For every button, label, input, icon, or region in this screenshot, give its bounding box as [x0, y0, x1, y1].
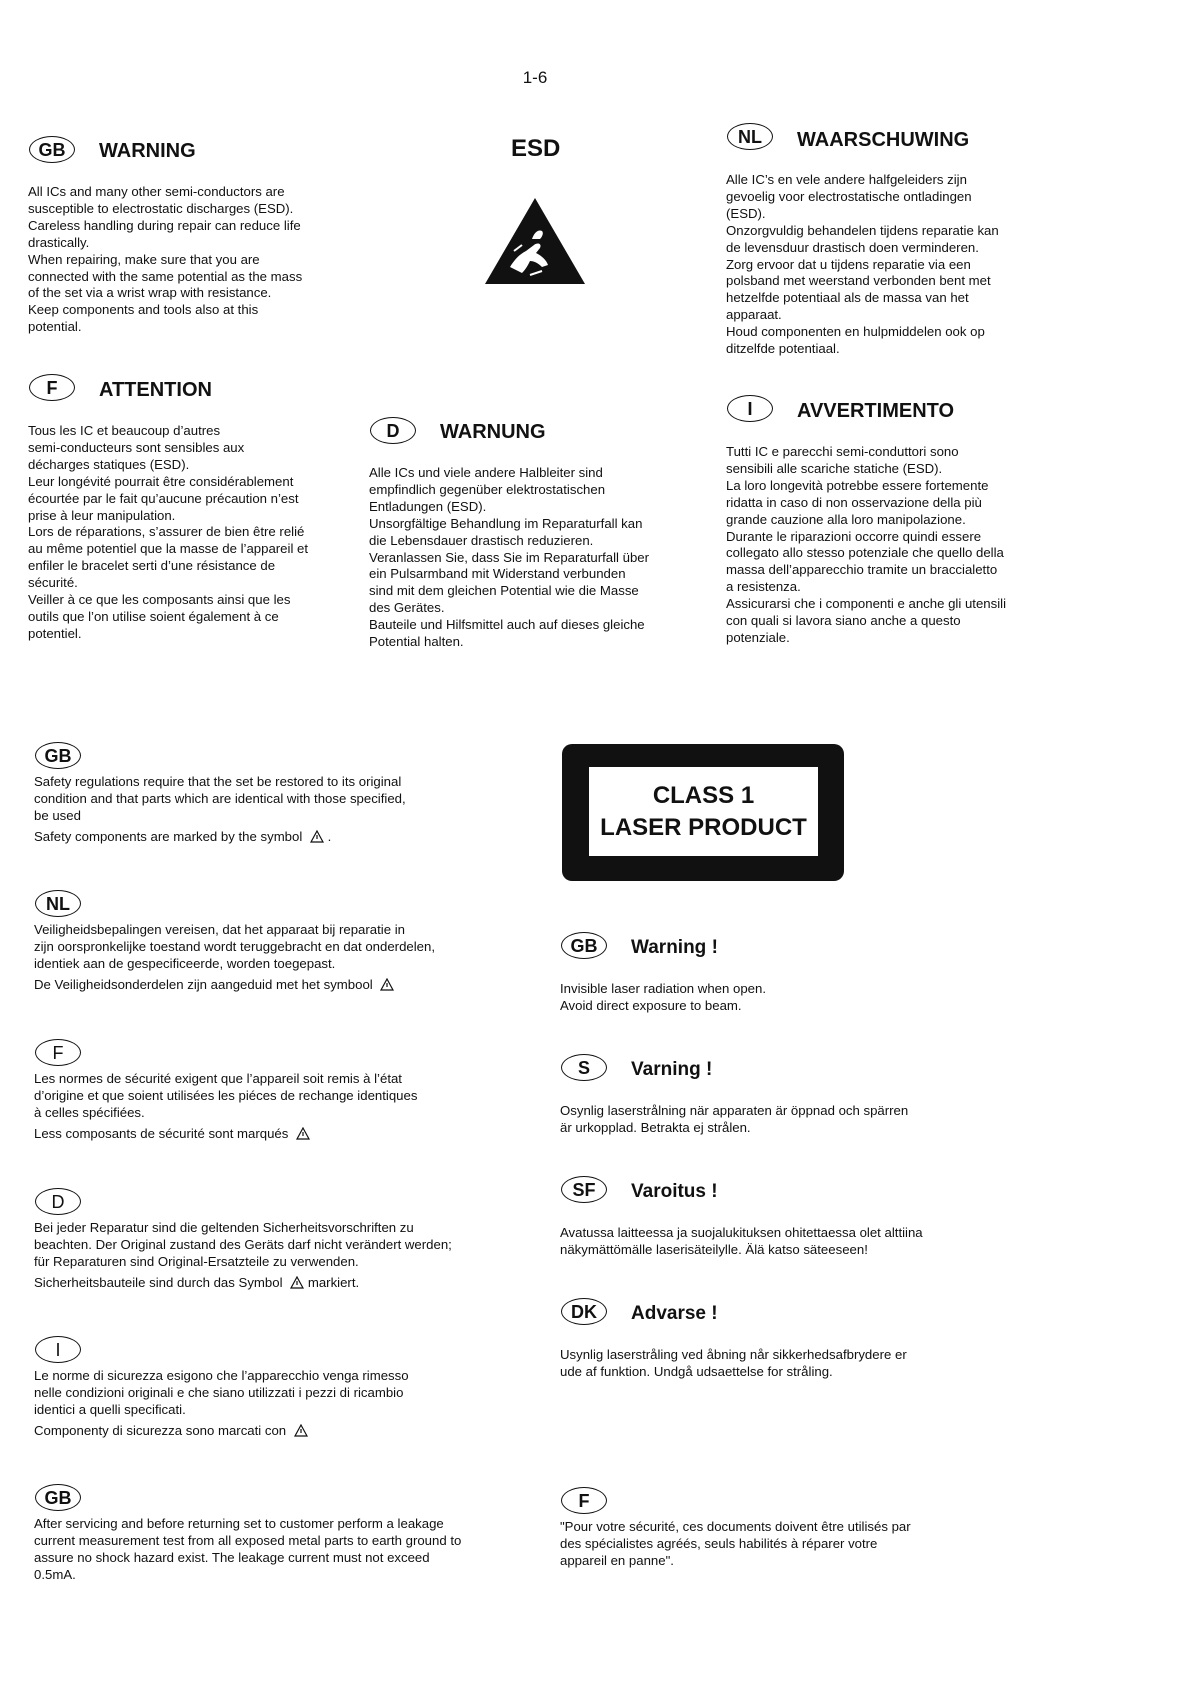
safety-text-d: Bei jeder Reparatur sind die geltenden Sicherheitsvorschriften zu beachten. Der Original zustand des Geräts darf nicht verändert werden; für Reparaturen sind Original-Ersatzteile zu verwenden. — [34, 1220, 452, 1269]
safety-badge-gb: GB — [35, 742, 81, 769]
laser-badge-f: F — [561, 1487, 607, 1514]
laser-advarse-heading: Advarse ! — [631, 1303, 718, 1324]
safety-symbol-line-gb — [34, 829, 331, 846]
warning-triangle-icon — [380, 978, 394, 991]
laser-badge-gb: GB — [561, 932, 607, 959]
laser-varning-heading: Varning ! — [631, 1059, 713, 1080]
lang-badge-nl: NL — [727, 123, 773, 150]
lang-badge-d: D — [370, 417, 416, 444]
laser-warning-text: Invisible laser radiation when open. Avoid direct exposure to beam. — [560, 981, 766, 1013]
avvertimento-heading: AVVERTIMENTO — [797, 400, 955, 422]
safety-badge-i: I — [35, 1336, 81, 1363]
leakage-text-gb: After servicing and before returning set to customer perform a leakage current measurement test from all exposed metal parts to earth ground to assure no shock hazard exist. The leakage current must not exceed 0.5mA. — [34, 1516, 462, 1582]
laser-badge-dk: DK — [561, 1298, 607, 1325]
safety-badge-nl: NL — [35, 890, 81, 917]
safety-symbol-text-d: Sicherheitsbauteile sind durch das Symbol — [34, 1275, 283, 1290]
laser-badge-sf: SF — [561, 1176, 607, 1203]
laser-warning-heading: Warning ! — [631, 937, 718, 958]
safety-symbol-text-gb: Safety components are marked by the symbol — [34, 829, 303, 844]
lang-badge-i: I — [727, 395, 773, 422]
waarschuwing-text: Alle IC’s en vele andere halfgeleiders zijn gevoelig voor electrostatische ontladingen (ESD). Onzorgvuldig behandelen tijdens reparatie kan de levensduur drastisch doen verminderen. Zorg ervoor dat u tijdens reparatie via een polsband met weerstand verbonden bent met hetzelfde potentiaal als de massa van het apparaat. Houd componenten en hulpmiddelen ook op ditzelfde potentiaal. — [726, 172, 999, 357]
laser-advarse-text: Usynlig laserstråling ved åbning når sikkerhedsafbrydere er ude af funktion. Undgå udsaettelse for stråling. — [560, 1347, 907, 1379]
laser-badge-s: S — [561, 1054, 607, 1081]
safety-symbol-text-nl: De Veiligheidsonderdelen zijn aangeduid met het symbool — [34, 977, 373, 992]
lang-badge-f: F — [29, 374, 75, 401]
safety-symbol-line-d — [34, 1275, 359, 1292]
laser-varoitus-text: Avatussa laitteessa ja suojalukituksen ohitettaessa olet alttiina näkymättömälle laserisäteilylle. Älä katso säteeseen! — [560, 1225, 923, 1257]
waarschuwing-heading: WAARSCHUWING — [797, 129, 970, 151]
warning-triangle-icon — [310, 830, 324, 843]
laser-class-label — [562, 744, 844, 881]
page-number: 1-6 — [522, 68, 548, 87]
safety-symbol-text-i: Componenty di sicurezza sono marcati con — [34, 1423, 287, 1438]
laser-label-inner — [589, 767, 818, 856]
esd-title: ESD — [511, 135, 561, 162]
safety-text-i: Le norme di sicurezza esigono che l’apparecchio venga rimesso nelle condizioni originali e che siano utilizzati i pezzi di ricambio identici a quelli specificati. — [34, 1368, 409, 1417]
esd-warning-icon — [482, 195, 588, 287]
leakage-badge-gb: GB — [35, 1484, 81, 1511]
safety-symbol-text-f: Less composants de sécurité sont marqués — [34, 1126, 289, 1141]
laser-varoitus-heading: Varoitus ! — [631, 1181, 718, 1202]
safety-badge-f: F — [35, 1039, 81, 1066]
safety-symbol-line-nl — [34, 977, 394, 994]
warning-triangle-icon — [290, 1276, 304, 1289]
safety-badge-d: D — [35, 1188, 81, 1215]
safety-symbol-suffix-d: markiert. — [307, 1275, 360, 1290]
safety-text-nl: Veiligheidsbepalingen vereisen, dat het apparaat bij reparatie in zijn oorspronkelijke toestand wordt teruggebracht en dat onderdelen, identiek aan de gespecificeerde, worden toegepast. — [34, 922, 436, 971]
attention-text: Tous les IC et beaucoup d’autres semi-conducteurs sont sensibles aux décharges statiques (ESD). Leur longévité pourrait être considérablement écourtée par le fait qu’aucune précaution n’est prise à leur manipulation. Lors de réparations, s’assurer de bien être relié au même potentiel que la masse de l’appareil et enfiler le bracelet serti d’une résistance de sécurité. Veiller à ce que les composants ainsi que les outils que l’on utilise soient également à ce potentiel. — [28, 423, 309, 641]
warnung-heading: WARNUNG — [440, 421, 546, 443]
avvertimento-text: Tutti IC e parecchi semi-conduttori sono sensibili alle scariche statiche (ESD). La loro longevità potrebbe essere fortemente ridatta in caso di non osservazione della più grande cauzione alla loro manipolazione. Durante le riparazioni occorre quindi essere collegato allo stesso potenziale che quello della massa dell’apparecchio tramite un braccialetto a resistenza. Assicurarsi che i componenti e anche gli utensili con quali si lavora siano anche a questo potenziale. — [726, 444, 1007, 645]
warning-heading: WARNING — [99, 140, 196, 162]
safety-symbol-line-f — [34, 1126, 310, 1143]
safety-text-f: Les normes de sécurité exigent que l’appareil soit remis à l’état d’origine et que soient utilisées les piéces de rechange identiques à celles spécifiées. — [34, 1071, 418, 1120]
attention-heading: ATTENTION — [99, 379, 212, 401]
warning-triangle-icon — [296, 1127, 310, 1140]
warning-text: All ICs and many other semi-conductors are susceptible to electrostatic discharges (ESD). Careless handling during repair can reduce life drastically. When repairing, make sure that you are connected with the same potential as the mass of the set via a wrist wrap with resistance. Keep components and tools also at this potential. — [28, 184, 303, 335]
safety-symbol-line-i — [34, 1423, 308, 1440]
warnung-text: Alle ICs und viele andere Halbleiter sind empfindlich gegenüber elektrostatischen Entladungen (ESD). Unsorgfältige Behandlung im Reparaturfall kan die Lebensdauer drastisch reduzieren. Veranlassen Sie, dass Sie im Reparaturfall über ein Pulsarmband mit Widerstand verbunden sind mit dem gleichen Potential wie die Masse des Gerätes. Bauteile und Hilfsmittel auch auf dieses gleiche Potential halten. — [369, 465, 650, 650]
laser-label-line2: LASER PRODUCT — [600, 813, 807, 841]
laser-varning-text: Osynlig laserstrålning när apparaten är öppnad och spärren är urkopplad. Betrakta ej strålen. — [560, 1103, 909, 1135]
safety-symbol-suffix-gb: . — [327, 829, 332, 844]
safety-text-gb: Safety regulations require that the set be restored to its original condition and that parts which are identical with those specified, be used — [34, 774, 406, 823]
lang-badge-gb: GB — [29, 136, 75, 163]
laser-f-text: "Pour votre sécurité, ces documents doivent être utilisés par des spécialistes agréés, seuls habilités à réparer votre appareil en panne". — [560, 1519, 911, 1568]
warning-triangle-icon — [294, 1424, 308, 1437]
laser-label-line1: CLASS 1 — [652, 781, 755, 809]
